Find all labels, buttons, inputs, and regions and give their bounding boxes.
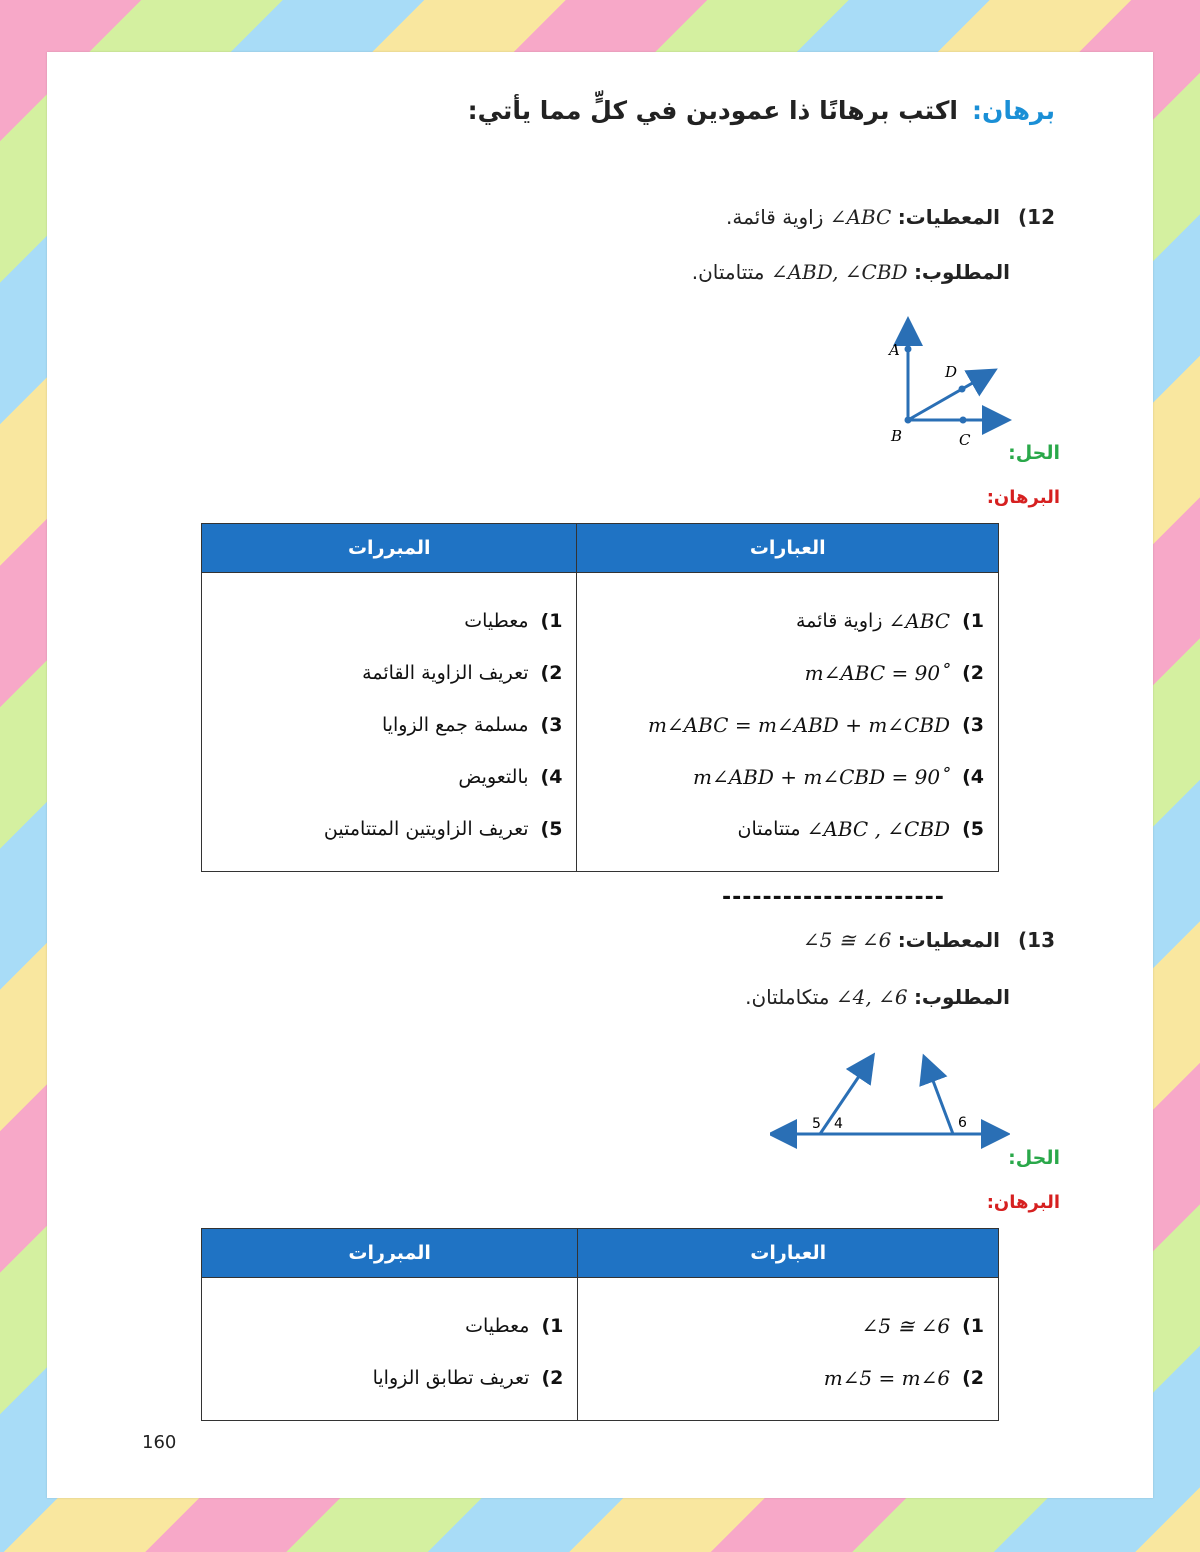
p12-reasons-col (202, 573, 577, 872)
p12-given-math: ∠ABC (829, 205, 892, 229)
p12-statements-header: العبارات (577, 524, 999, 573)
p13-reasons-col (202, 1278, 578, 1421)
exercise-heading (468, 96, 1055, 125)
p12-prove (692, 260, 1010, 284)
p12-prove-math: ∠ABD, ∠CBD (770, 260, 908, 284)
point-a (905, 346, 912, 353)
table-row: 1) ∠ABC زاوية قائمة (795, 609, 984, 633)
table-row: 5) تعريف الزاويتين المتتامتين (323, 818, 563, 840)
table-row: 1) معطيات (465, 1315, 564, 1337)
p13-figure (770, 1050, 1010, 1150)
table-row: 5) ∠ABC , ∠CBD متتامتان (737, 817, 984, 841)
label-c: C (959, 431, 971, 449)
table-row: 1) ∠5 ≅ ∠6 (861, 1314, 984, 1338)
label-a: A (889, 341, 900, 359)
point-b (905, 417, 912, 424)
p13-number: 13) (1018, 928, 1055, 952)
p12-prove-text: متتامتان. (691, 260, 765, 284)
p13-prove-math: ∠4, ∠6 (835, 985, 908, 1009)
table-row: 2) m∠5 = m∠6 (823, 1366, 984, 1390)
p13-proof-table (201, 1228, 999, 1421)
table-row: 4) بالتعويض (458, 766, 563, 788)
p12-figure (875, 315, 1015, 455)
table-row: 2) تعريف تطابق الزوايا (372, 1367, 564, 1389)
p12-given (726, 205, 1055, 229)
p13-proof-label: البرهان: (986, 1192, 1060, 1213)
p12-given-text: زاوية قائمة. (726, 205, 824, 229)
separator: ---------------------- (722, 885, 945, 910)
label-d: D (945, 363, 958, 381)
point-d (959, 386, 966, 393)
table-row: 1) معطيات (464, 610, 563, 632)
label-b: B (891, 427, 903, 445)
p12-statements-col (577, 573, 999, 872)
ray-left-up (820, 1060, 870, 1134)
p12-proof-table (201, 523, 999, 872)
angle-label-6: 6 (958, 1115, 967, 1131)
p12-prove-label: المطلوب: (913, 260, 1010, 284)
p13-given (803, 928, 1055, 952)
p12-number: 12) (1018, 205, 1055, 229)
p13-prove-text: متكاملتان. (745, 985, 830, 1009)
p12-proof-label: البرهان: (986, 487, 1060, 508)
p13-solution-label: الحل: (1008, 1147, 1060, 1169)
p13-reasons-header: المبررات (202, 1229, 578, 1278)
p13-given-math: ∠5 ≅ ∠6 (802, 928, 892, 952)
p13-statements-header: العبارات (578, 1229, 999, 1278)
p13-statements-col (578, 1278, 999, 1421)
table-row: 3) m∠ABC = m∠ABD + m∠CBD (647, 713, 984, 737)
point-c (960, 417, 967, 424)
p13-prove-label: المطلوب: (913, 985, 1010, 1009)
angle-label-5: 5 (812, 1116, 821, 1132)
angle-label-4: 4 (834, 1116, 843, 1132)
p12-given-label: المعطيات: (897, 205, 1001, 229)
p12-reasons-header: المبررات (202, 524, 577, 573)
table-row: 2) تعريف الزاوية القائمة (362, 662, 563, 684)
heading-text: اكتب برهانًا ذا عمودين في كلٍّ مما يأتي: (467, 96, 958, 125)
heading-label: برهان: (972, 96, 1055, 125)
page-number: 160 (142, 1432, 177, 1453)
table-row: 4) m∠ABD + m∠CBD = 90˚ (693, 765, 984, 789)
p13-prove (745, 985, 1010, 1009)
table-row: 2) m∠ABC = 90˚ (804, 661, 984, 685)
ray-right-up (926, 1062, 953, 1134)
p12-solution-label: الحل: (1008, 442, 1060, 464)
p13-given-label: المعطيات: (897, 928, 1001, 952)
table-row: 3) مسلمة جمع الزوايا (381, 714, 563, 736)
